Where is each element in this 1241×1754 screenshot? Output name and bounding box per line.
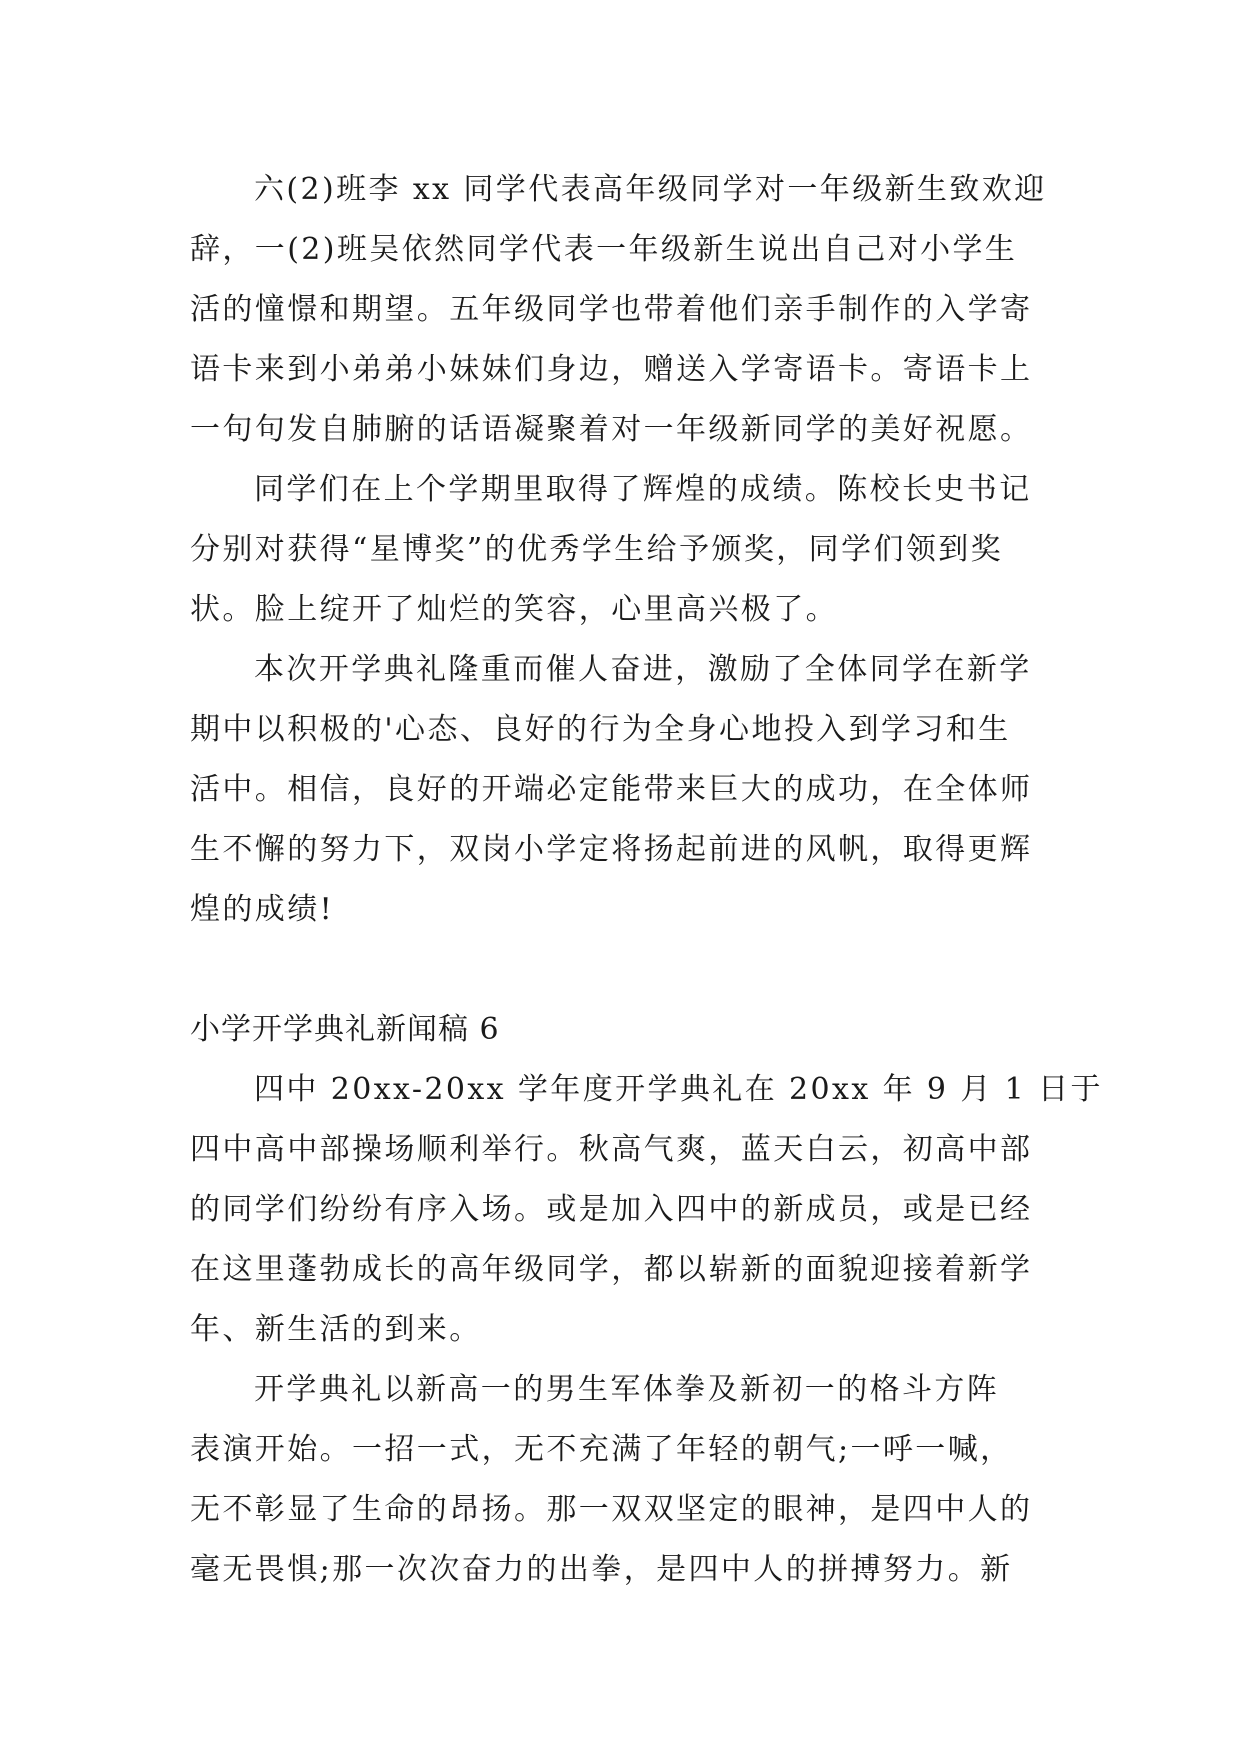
text-line: 年、新生活的到来。 — [190, 1312, 482, 1347]
text-line: 毫无畏惧;那一次次奋力的出拳，是四中人的拼搏努力。新 — [190, 1552, 1013, 1587]
text-line: 期中以积极的'心态、良好的行为全身心地投入到学习和生 — [190, 712, 1011, 747]
text-line: 无不彰显了生命的昂扬。那一双双坚定的眼神，是四中人的 — [190, 1492, 1033, 1527]
text-line: 四中高中部操场顺利举行。秋高气爽，蓝天白云，初高中部 — [190, 1132, 1033, 1167]
text-line: 同学们在上个学期里取得了辉煌的成绩。陈校长史书记 — [254, 472, 1032, 507]
paragraph — [190, 1060, 1103, 1360]
document-page — [190, 160, 1103, 1600]
text-line: 分别对获得“星博奖”的优秀学生给予颁奖，同学们领到奖 — [190, 532, 1004, 567]
text-line: 开学典礼以新高一的男生军体拳及新初一的格斗方阵 — [254, 1372, 1000, 1407]
text-line: 一句句发自肺腑的话语凝聚着对一年级新同学的美好祝愿。 — [190, 412, 1033, 447]
text-line: 四中 20xx-20xx 学年度开学典礼在 20xx 年 9 月 1 日于 — [254, 1072, 1103, 1107]
text-line: 活中。相信，良好的开端必定能带来巨大的成功，在全体师 — [190, 772, 1033, 807]
text-line: 本次开学典礼隆重而催人奋进，激励了全体同学在新学 — [254, 652, 1032, 687]
section-title: 小学开学典礼新闻稿 6 — [190, 1012, 500, 1047]
text-line: 煌的成绩! — [190, 892, 335, 927]
paragraph — [190, 160, 1052, 460]
text-line: 六(2)班李 xx 同学代表高年级同学对一年级新生致欢迎 — [254, 172, 1047, 207]
text-line: 的同学们纷纷有序入场。或是加入四中的新成员，或是已经 — [190, 1192, 1033, 1227]
text-line: 生不懈的努力下，双岗小学定将扬起前进的风帆，取得更辉 — [190, 832, 1033, 867]
text-line: 状。脸上绽开了灿烂的笑容，心里高兴极了。 — [190, 592, 838, 627]
paragraph — [190, 1360, 1052, 1600]
paragraph — [190, 640, 1052, 940]
text-line: 活的憧憬和期望。五年级同学也带着他们亲手制作的入学寄 — [190, 292, 1033, 327]
paragraph — [190, 460, 1052, 640]
text-line: 在这里蓬勃成长的高年级同学，都以崭新的面貌迎接着新学 — [190, 1252, 1033, 1287]
text-line: 辞，一(2)班吴依然同学代表一年级新生说出自己对小学生 — [190, 232, 1018, 267]
text-line: 表演开始。一招一式，无不充满了年轻的朝气;一呼一喊， — [190, 1432, 1013, 1467]
text-line: 语卡来到小弟弟小妹妹们身边，赠送入学寄语卡。寄语卡上 — [190, 352, 1033, 387]
